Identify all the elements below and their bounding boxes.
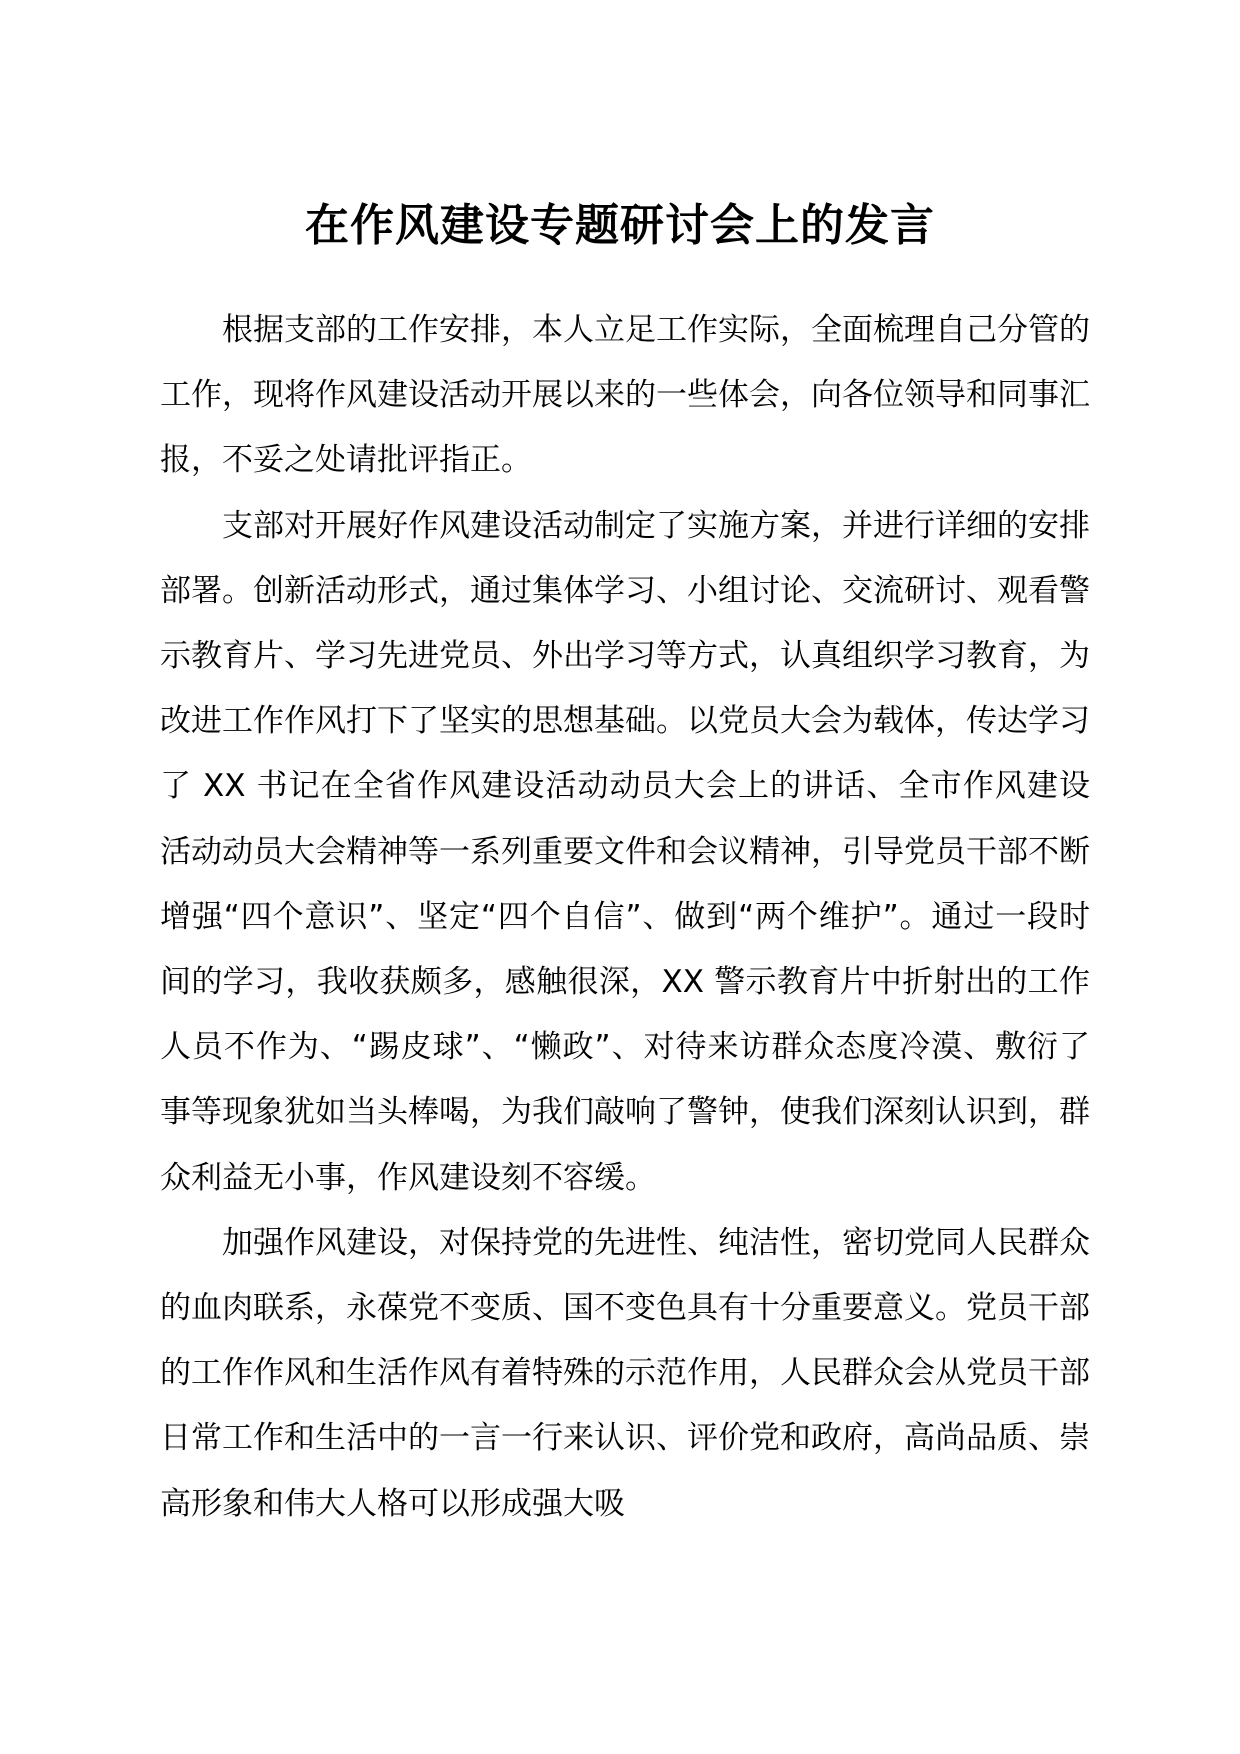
paragraph-3: 加强作风建设，对保持党的先进性、纯洁性，密切党同人民群众的血肉联系，永葆党不变质、国不变色具有十分重要意义。党员干部的工作作风和生活作风有着特殊的示范作用，人民群众会从党员干部日常工作和生活中的一言一行来认识、评价党和政府，高尚品质、崇高形象和伟大人格可以形成强大吸 [160,1224,1090,1522]
paragraph-1: 根据支部的工作安排，本人立足工作实际，全面梳理自己分管的工作，现将作风建设活动开展以来的一些体会，向各位领导和同事汇报，不妥之处请批评指正。 [160,312,1090,479]
paragraph-2: 支部对开展好作风建设活动制定了实施方案，并进行详细的安排部署。创新活动形式，通过集体学习、小组讨论、交流研讨、观看警示教育片、学习先进党员、外出学习等方式，认真组织学习教育，为改进工作作风打下了坚实的思想基础。以党员大会为载体，传达学习了 XX 书记在全省作风建设活动动员大会上的讲话、全市作风建设活动动员大会精神等一系列重要文件和会议精神，引导党员干部不断增强“四个意识”、坚定“四个自信”、做到“两个维护”。通过一段时间的学习，我收获颇多，感触很深，XX 警示教育片中折射出的工作人员不作为、“踢皮球”、“懒政”、对待来访群众态度冷漠、敷衍了事等现象犹如当头棒喝，为我们敲响了警钟，使我们深刻认识到，群众利益无小事，作风建设刻不容缓。 [160,507,1090,1196]
document-body [160,298,1090,1537]
document-title: 在作风建设专题研讨会上的发言 [305,200,935,251]
